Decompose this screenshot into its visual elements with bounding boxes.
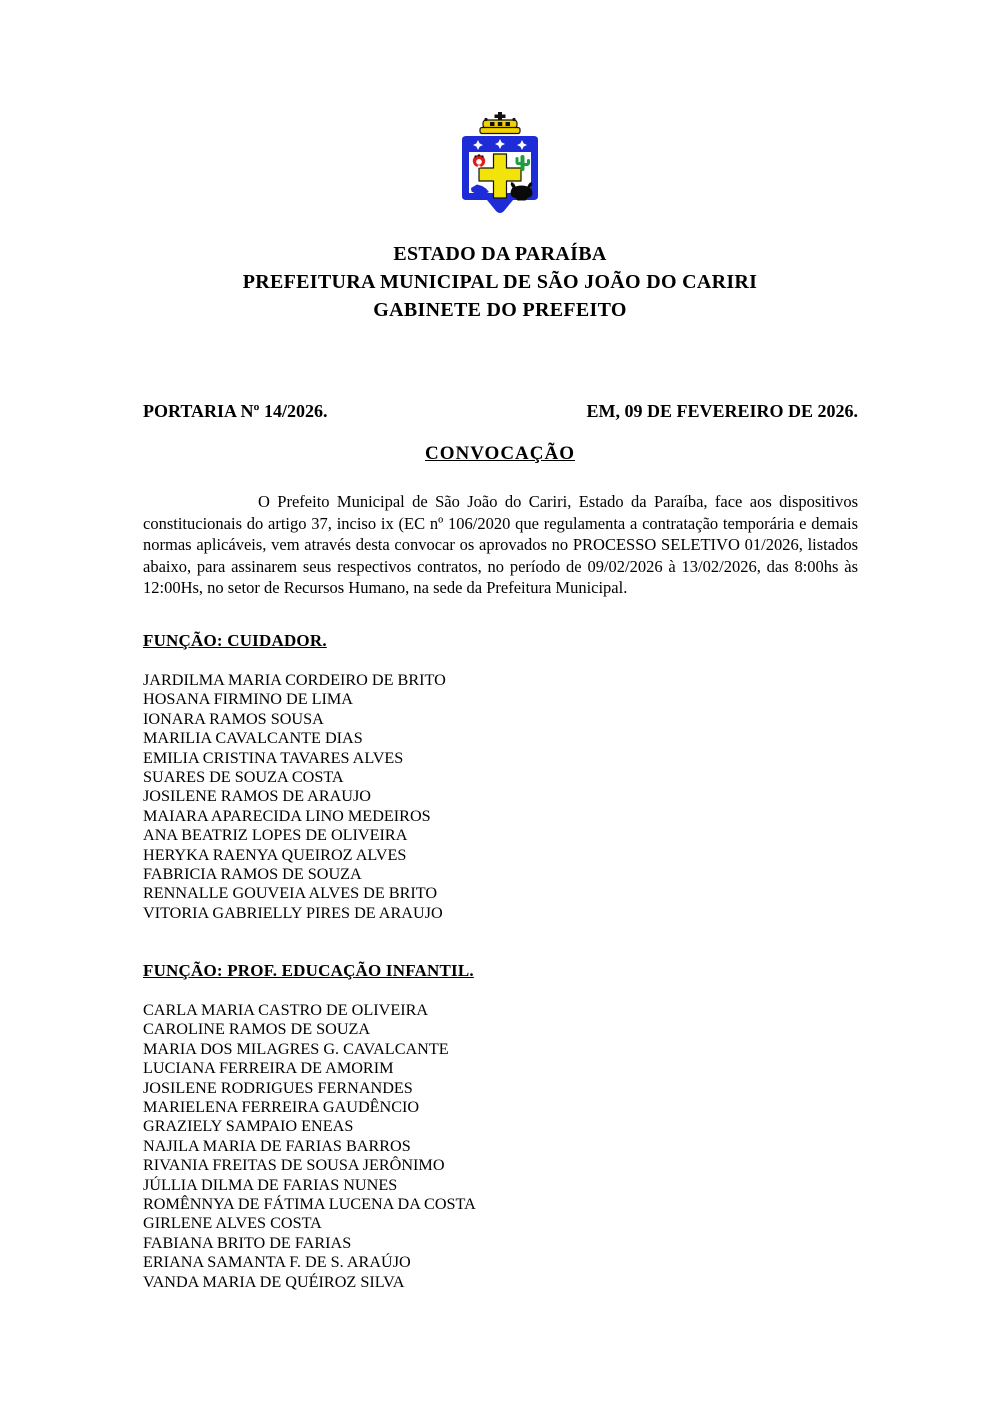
name-list-item: VANDA MARIA DE QUÉIROZ SILVA <box>143 1272 405 1291</box>
shield <box>462 136 538 213</box>
letterhead <box>0 240 1000 324</box>
name-list-item: VITORIA GABRIELLY PIRES DE ARAUJO <box>143 903 443 922</box>
name-list-item: FABIANA BRITO DE FARIAS <box>143 1233 352 1252</box>
coat-of-arms-graphic <box>454 112 546 222</box>
name-list-item: CAROLINE RAMOS DE SOUZA <box>143 1020 371 1039</box>
name-list-item: MARIA DOS MILAGRES G. CAVALCANTE <box>143 1039 449 1058</box>
name-list-item: HERYKA RAENYA QUEIROZ ALVES <box>143 845 407 864</box>
name-list-item: MARILIA CAVALCANTE DIAS <box>143 729 363 748</box>
name-list-cuidador <box>143 671 446 923</box>
name-list-item: NAJILA MARIA DE FARIAS BARROS <box>143 1136 411 1155</box>
name-list-item: ERIANA SAMANTA F. DE S. ARAÚJO <box>143 1253 411 1272</box>
name-list-item: RENNALLE GOUVEIA ALVES DE BRITO <box>143 884 438 903</box>
name-list-item: GIRLENE ALVES COSTA <box>143 1214 322 1233</box>
name-list-item: SUARES DE SOUZA COSTA <box>143 768 344 787</box>
name-list-prof-educacao-infantil <box>143 1001 476 1292</box>
letterhead-municipality: PREFEITURA MUNICIPAL DE SÃO JOÃO DO CARIRI <box>242 271 758 293</box>
letterhead-state: ESTADO DA PARAÍBA <box>393 243 607 265</box>
name-list-item: JARDILMA MARIA CORDEIRO DE BRITO <box>143 671 446 689</box>
name-list-item: JÚLLIA DILMA DE FARIAS NUNES <box>143 1175 398 1194</box>
portaria-number: PORTARIA Nº 14/2026. <box>143 401 328 421</box>
name-list-item: ANA BEATRIZ LOPES DE OLIVEIRA <box>143 826 408 845</box>
name-list-item: JOSILENE RAMOS DE ARAUJO <box>143 787 371 806</box>
name-list-item: JOSILENE RODRIGUES FERNANDES <box>143 1078 413 1097</box>
name-list-item: IONARA RAMOS SOUSA <box>143 709 324 728</box>
name-list-item: CARLA MARIA CASTRO DE OLIVEIRA <box>143 1001 429 1019</box>
name-list-item: HOSANA FIRMINO DE LIMA <box>143 690 353 709</box>
name-list-item: GRAZIELY SAMPAIO ENEAS <box>143 1117 354 1136</box>
letterhead-office: GABINETE DO PREFEITO <box>373 299 627 321</box>
section-heading-prof-educacao-infantil: FUNÇÃO: PROF. EDUCAÇÃO INFANTIL. <box>143 961 474 980</box>
name-list-item: ROMÊNNYA DE FÁTIMA LUCENA DA COSTA <box>143 1195 476 1214</box>
section-heading-cuidador: FUNÇÃO: CUIDADOR. <box>143 631 327 650</box>
name-list-item: LUCIANA FERREIRA DE AMORIM <box>143 1059 394 1078</box>
name-list-item: RIVANIA FREITAS DE SOUSA JERÔNIMO <box>143 1156 445 1175</box>
coat-of-arms <box>454 112 546 222</box>
document-title: CONVOCAÇÃO <box>424 443 575 464</box>
crown-icon <box>480 112 520 134</box>
meta-row <box>143 401 858 422</box>
name-list-item: MARIELENA FERREIRA GAUDÊNCIO <box>143 1098 420 1117</box>
document-date: EM, 09 DE FEVEREIRO DE 2026. <box>586 401 858 421</box>
name-list-item: MAIARA APARECIDA LINO MEDEIROS <box>143 806 431 825</box>
name-list-item: EMILIA CRISTINA TAVARES ALVES <box>143 748 404 767</box>
body-paragraph: O Prefeito Municipal de São João do Cariri, Estado da Paraíba, face aos dispositivos constitucionais do artigo 37, inciso ix (EC nº 106/2020 que regulamenta a contratação temporária e demais normas aplicáveis, vem através desta convocar os aprovados no PROCESSO SELETIVO 01/2026, listados abaixo, para assinarem seus respectivos contratos, no período de 09/02/2026 à 13/02/2026, das 8:00hs às 12:00Hs, no setor de Recursos Humano, na sede da Prefeitura Municipal. <box>143 492 858 598</box>
name-list-item: FABRICIA RAMOS DE SOUZA <box>143 865 362 884</box>
